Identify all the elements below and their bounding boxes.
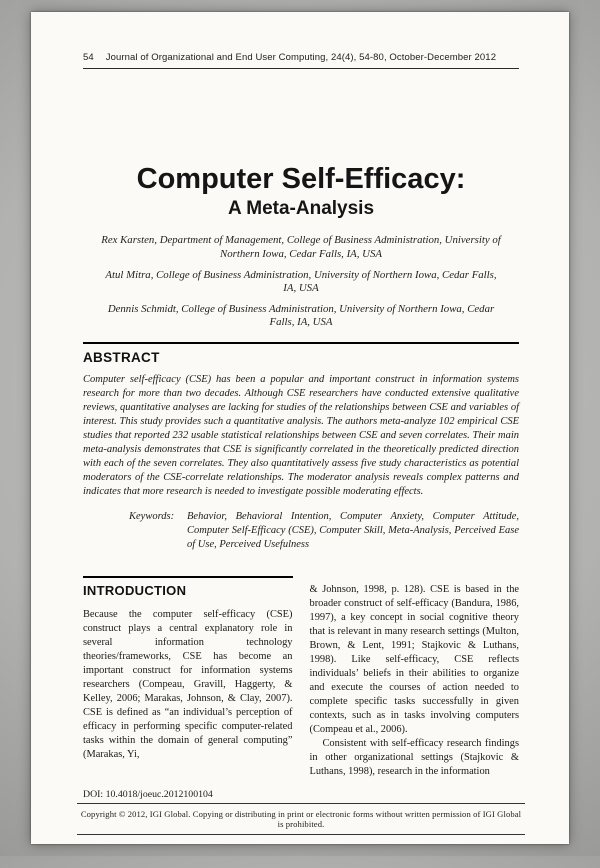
doi-text: DOI: 10.4018/joeuc.2012100104 [83, 789, 213, 801]
keywords-label: Keywords: [129, 511, 175, 523]
right-column [310, 576, 520, 802]
author-line: Dennis Schmidt, College of Business Administration, University of Northern Iowa, Cedar Falls, IA, USA [107, 302, 495, 329]
header-rule [83, 68, 519, 69]
author-line: Atul Mitra, College of Business Administration, University of Northern Iowa, Cedar Falls, IA, USA [105, 268, 497, 295]
page-number: 54 [83, 52, 94, 63]
page-footer [77, 803, 525, 835]
body-paragraph: & Johnson, 1998, p. 128). CSE is based in the broader construct of self-efficacy (Bandura, 1986, 1997), a key concept in social cognitive theory that is relevant in many research settings (Multon, Brown, & Lent, 1991; Stajkovic & Luthans, 1998). Like self-efficacy, CSE reflects individuals’ beliefs in their abilities to organize and execute the courses of action needed to complete specific tasks successfully in given contexts, such as in tasks involving computers (Compeau et al., 2006). [309, 584, 519, 735]
body-paragraph: Because the computer self-efficacy (CSE) construct plays a central explanatory role in several information technology theories/frameworks, CSE has become an important construct for information systems researchers (Compeau, Gravill, Haggerty, & Kelley, 2006; Marakas, Johnson, & Clay, 2007). CSE is defined as “an individual’s perception of efficacy in performing specific computer-related tasks within the domain of general computing” (Marakas, Yi, [83, 609, 293, 760]
introduction-rule [83, 576, 293, 578]
journal-line: Journal of Organizational and End User Computing, 24(4), 54-80, October-December 2012 [105, 52, 497, 63]
abstract-heading: ABSTRACT [83, 349, 160, 365]
article-title: Computer Self-Efficacy: [136, 163, 466, 195]
introduction-heading: INTRODUCTION [83, 583, 187, 599]
page-header [83, 52, 519, 63]
abstract-text: Computer self-efficacy (CSE) has been a popular and important construct in information systems research for more than two decades. Although CSE researchers have conducted extensive qualitative reviews, quantitative analyses are lacking for studies of the relationships between CSE and variables of interest. This study provides such a quantitative analysis. The authors meta-analyze 102 empirical CSE studies that reported 232 usable statistical relationships between CSE and seven correlates. Their main meta-analysis demonstrates that CSE is significantly correlated in the theoretically predicted direction with each of the seven correlates. They also quantitatively assess five study characteristics as potential moderators of the CSE-correlate relationships. The moderator analysis reveals complex patterns and indicates that more research is needed to investigate possible moderating effects. [83, 373, 519, 497]
paper-page [31, 12, 569, 844]
copyright-notice: Copyright © 2012, IGI Global. Copying or distributing in print or electronic forms without written permission of IGI Global is prohibited. [80, 809, 522, 829]
author-block [83, 234, 519, 330]
two-column-body [83, 576, 519, 802]
keywords-text: Behavior, Behavioral Intention, Computer Anxiety, Computer Attitude, Computer Self-Efficacy (CSE), Computer Skill, Meta-Analysis, Perceived Ease of Use, Perceived Usefulness [187, 511, 519, 551]
body-paragraph: Consistent with self-efficacy research findings in other organizational settings (Stajkovic & Luthans, 1998), research in the information [309, 737, 519, 777]
article-subtitle: A Meta-Analysis [227, 198, 375, 220]
author-line: Rex Karsten, Department of Management, College of Business Administration, University of Northern Iowa, Cedar Falls, IA, USA [101, 234, 501, 260]
left-column [83, 576, 293, 802]
abstract-rule [83, 342, 519, 344]
keywords-row [129, 510, 519, 552]
